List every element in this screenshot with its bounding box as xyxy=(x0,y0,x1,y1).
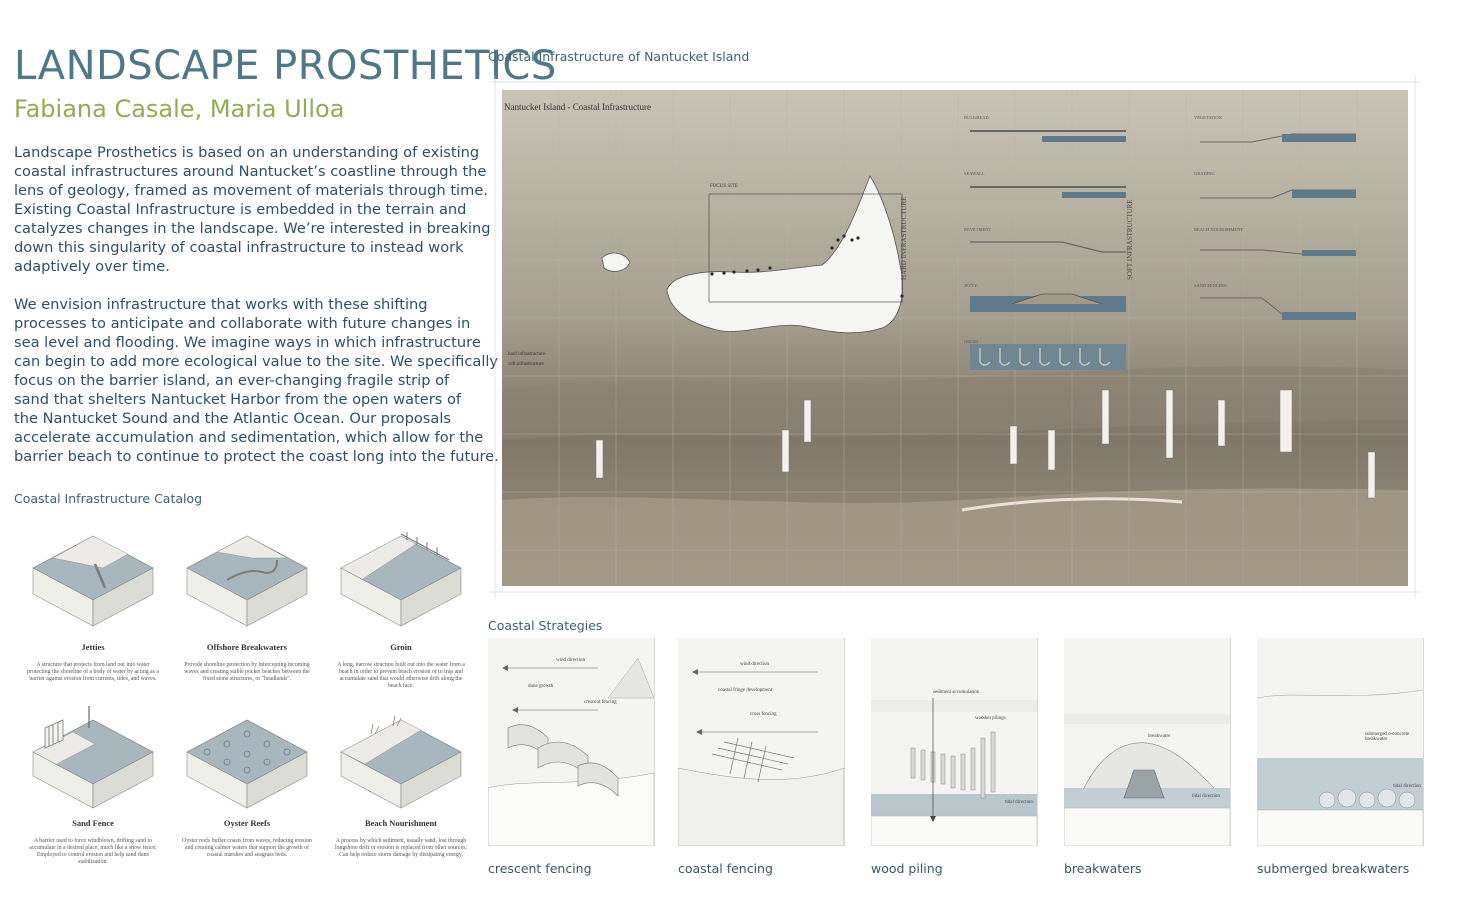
page-title: LANDSCAPE PROSTHETICS xyxy=(14,43,557,89)
catalog-title: Coastal Infrastructure Catalog xyxy=(14,491,203,506)
catalog-item-name: Sand Fence xyxy=(72,818,114,828)
hard-item: JETTY xyxy=(964,283,978,288)
catalog-item-name: Groin xyxy=(390,642,412,652)
text-line: accelerate accumulation and sedimentation, which allow for the xyxy=(14,429,484,446)
soft-item: BEACH NOURISHMENT xyxy=(1194,227,1244,232)
hard-item: SEAWALL xyxy=(964,171,985,176)
soft-item: SAND FENCING xyxy=(1194,283,1227,288)
soft-infrastructure-label: SOFT INFRASTRUCTURE xyxy=(1126,199,1134,280)
strategy-label: crescent fencing xyxy=(488,861,592,876)
hard-item: GROIN xyxy=(964,339,979,344)
strategy-note: dune growth xyxy=(528,684,554,689)
catalog-item-desc: Oyster reefs buffer coasts from waves, reducing erosion and creating calmer waters that support the growth of coastal marshes and seagrass beds. xyxy=(182,838,312,858)
sand-fence-diagram xyxy=(23,704,163,812)
breakwaters-drawing xyxy=(1064,638,1230,846)
strategy-note: wind direction xyxy=(556,658,586,663)
strategy-note: tidal direction xyxy=(1005,800,1033,805)
text-line: lens of geology, framed as movement of materials through time. xyxy=(14,182,488,199)
strategy-label: coastal fencing xyxy=(678,861,773,876)
soft-item: GRADING xyxy=(1194,171,1215,176)
strategy-label: submerged breakwaters xyxy=(1257,861,1410,876)
text-line: processes to anticipate and collaborate with future changes in xyxy=(14,315,471,332)
soft-item: VEGETATION xyxy=(1194,115,1222,120)
authors: Fabiana Casale, Maria Ulloa xyxy=(14,95,345,123)
strategy-coastal-fencing xyxy=(678,638,845,846)
catalog-item-beach-nourishment xyxy=(326,704,476,859)
text-line: We envision infrastructure that works with these shifting xyxy=(14,296,428,313)
strategy-label: wood piling xyxy=(871,861,943,876)
catalog-item-name: Beach Nourishment xyxy=(364,818,437,828)
strategy-wood-piling xyxy=(871,638,1038,846)
text-line: Landscape Prosthetics is based on an understanding of existing xyxy=(14,144,480,161)
hard-item: REVETMENT xyxy=(964,227,992,232)
text-line: coastal infrastructures around Nantucket’s coastline through the xyxy=(14,163,487,180)
strategy-note: coastal fringe development xyxy=(718,688,773,693)
text-line: catalyzes changes in the landscape. We’re interested in breaking xyxy=(14,220,491,237)
hard-items-list xyxy=(964,90,1064,370)
text-line: adaptively over time. xyxy=(14,258,170,275)
catalog-item-desc: Provide shoreline protection by intercepting incoming waves and creating stable pocket beaches between the fixed stone structures, or "headlands". xyxy=(184,662,310,682)
catalog-item-desc: A long, narrow structure built out into the water from a beach in order to prevent beach erosion or to trap and accumulate sand that would otherwise drift along the beach face. xyxy=(337,662,465,689)
text-line: sea level and flooding. We imagine ways in which infrastructure xyxy=(14,334,481,351)
focus-site-label: FOCUS SITE xyxy=(710,184,738,189)
text-line: focus on the barrier island, an ever-changing fragile strip of xyxy=(14,372,450,389)
strategy-label: breakwaters xyxy=(1064,861,1142,876)
catalog-item-oyster-reefs xyxy=(172,704,322,859)
wood-piling-drawing xyxy=(871,638,1037,846)
strategy-submerged-breakwaters xyxy=(1257,638,1424,846)
strategy-note: tidal direction xyxy=(1393,784,1421,789)
catalog-item-desc: A barrier used to force windblown, drifting sand to accumulate in a desired place, much like a snow fence; Employed to control erosion and help sand dune stabilization. xyxy=(29,838,157,865)
strategy-note: tidal direction xyxy=(1192,794,1220,799)
coastal-fencing-drawing xyxy=(678,638,844,846)
catalog-item-name: Offshore Breakwaters xyxy=(206,642,288,652)
legend-item: soft infrastructure xyxy=(508,362,544,367)
strategy-note: crescent fencing xyxy=(584,700,617,705)
catalog-item-jetties xyxy=(18,528,168,683)
catalog-item-groin xyxy=(326,528,476,690)
catalog-item-desc: A structure that projects from land out into water protecting the shoreline of a body of water by acting as a barrier against erosion from currents, tides, and waves. xyxy=(27,662,159,682)
soft-items-list xyxy=(1194,90,1294,314)
map-inset-title: Nantucket Island - Coastal Infrastructure xyxy=(504,102,651,112)
jetties-diagram xyxy=(23,528,163,636)
catalog-item-name: Jetties xyxy=(81,642,105,652)
intro-paragraph-2 xyxy=(14,295,499,466)
catalog-item-name: Oyster Reefs xyxy=(223,818,271,828)
submerged-breakwaters-drawing xyxy=(1257,638,1423,846)
beach-nourishment-diagram xyxy=(331,704,471,812)
text-line: sand that shelters Nantucket Harbor from the open waters of xyxy=(14,391,462,408)
hard-item: BULKHEAD xyxy=(964,115,989,120)
groin-diagram xyxy=(331,528,471,636)
strategies-title: Coastal Strategies xyxy=(488,618,603,633)
legend-item: hard infrastructure xyxy=(508,352,546,357)
text-line: the Nantucket Sound and the Atlantic Ocean. Our proposals xyxy=(14,410,451,427)
intro-paragraph-1 xyxy=(14,143,491,276)
strategy-note: cross fencing xyxy=(750,712,777,717)
map-title: Coastal Infrastructure of Nantucket Island xyxy=(488,49,750,64)
crescent-fencing-drawing xyxy=(488,638,654,846)
catalog-item-sand-fence xyxy=(18,704,168,866)
hard-infrastructure-label: HARD INFRASTRUCTURE xyxy=(900,196,908,280)
catalog-item-offshore-breakwaters xyxy=(172,528,322,683)
map-legend xyxy=(508,350,545,370)
text-line: down this singularity of coastal infrastructure to instead work xyxy=(14,239,464,256)
breakwaters-diagram xyxy=(177,528,317,636)
text-line: Existing Coastal Infrastructure is embedded in the terrain and xyxy=(14,201,467,218)
strategy-crescent-fencing xyxy=(488,638,655,846)
strategy-note: sediment accumulation xyxy=(933,690,980,695)
strategy-note: breakwater xyxy=(1148,734,1171,739)
text-line: can begin to add more ecological value to the site. We specifically xyxy=(14,353,499,370)
strategy-note: wind direction xyxy=(740,662,770,667)
nantucket-map xyxy=(502,90,1408,586)
strategy-note: submerged o-concrete breakwater xyxy=(1365,732,1410,742)
strategy-note: wooden pilings xyxy=(975,716,1006,721)
catalog-item-desc: A process by which sediment, usually sand, lost through longshore drift or erosion is replaced from other sources; Can help reduce storm damage by dissipating energy. xyxy=(334,838,467,858)
text-line: barrier beach to continue to protect the coast long into the future. xyxy=(14,448,499,465)
oyster-reefs-diagram xyxy=(177,704,317,812)
strategy-breakwaters xyxy=(1064,638,1231,846)
